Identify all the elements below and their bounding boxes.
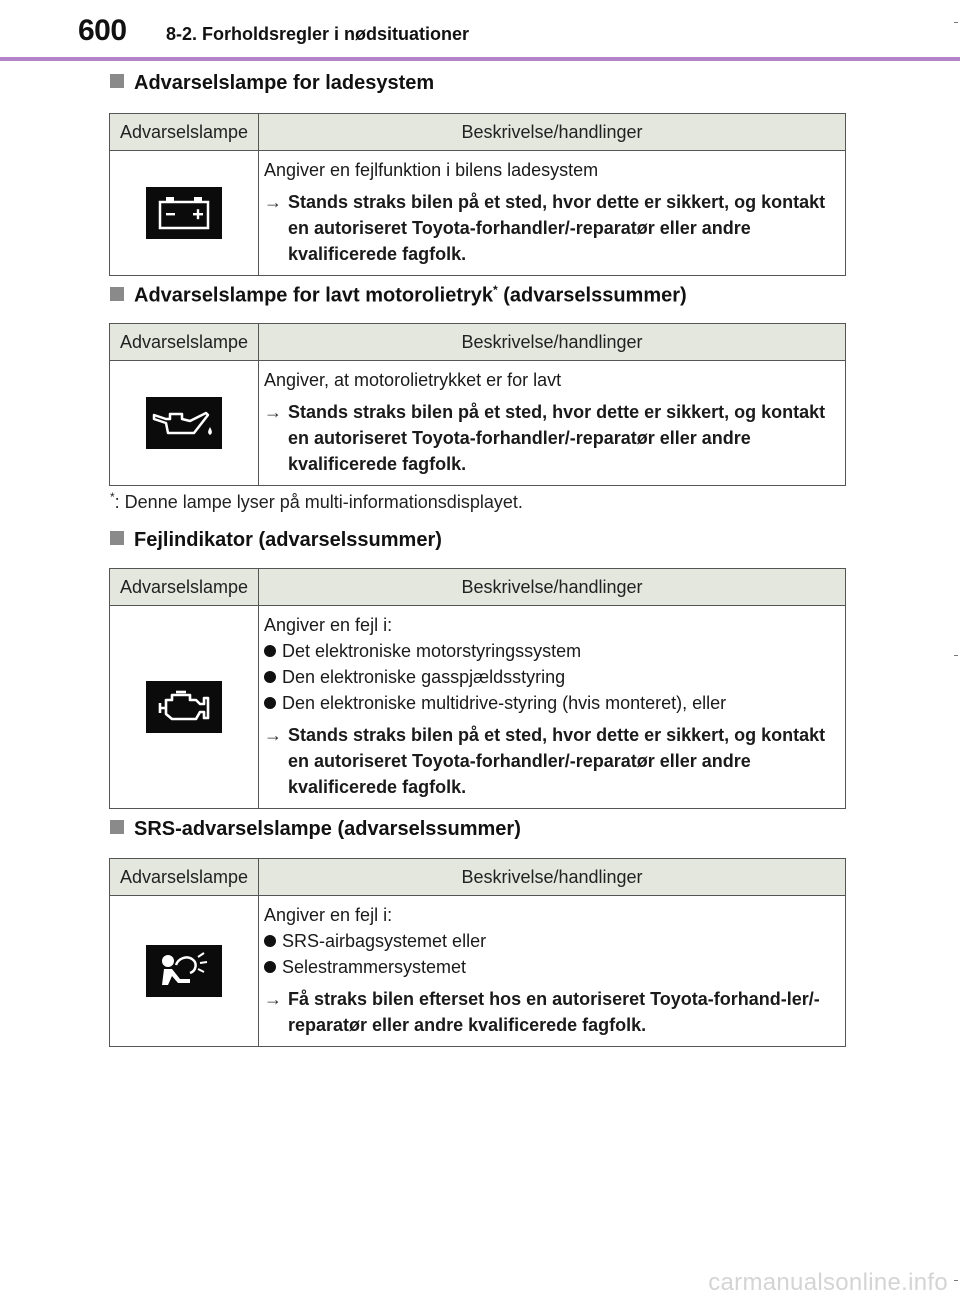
column-header-description: Beskrivelse/handlinger (259, 114, 846, 151)
list-item-text: Den elektroniske gasspjældsstyring (282, 667, 566, 687)
list-item-text: Den elektroniske multidrive-styring (hvis monteret), eller (282, 693, 727, 713)
arrow-icon: → (264, 402, 282, 422)
list-item (264, 664, 839, 690)
action-text-block (264, 399, 839, 477)
warning-table-srs (109, 858, 846, 1047)
action-text-block (264, 986, 839, 1038)
list-item-text: SRS-airbagsystemet eller (282, 931, 487, 951)
table-header-row (110, 859, 846, 896)
table-header-row (110, 114, 846, 151)
list-item (264, 954, 839, 980)
list-item-text: Det elektroniske motorstyringssystem (282, 641, 582, 661)
table-header-row (110, 569, 846, 606)
section-marker (110, 287, 124, 301)
section-marker (110, 531, 124, 545)
section-heading-oil-pressure (110, 283, 687, 308)
section-heading-malfunction (110, 529, 442, 552)
warning-table-oil-pressure (109, 323, 846, 486)
description-cell (259, 361, 846, 486)
section-title: Fejlindikator (advarselssummer) (134, 529, 442, 551)
section-marker (110, 74, 124, 88)
warning-table-charging (109, 113, 846, 276)
list-item (264, 690, 839, 716)
column-header-lamp: Advarselslampe (110, 859, 259, 896)
action-text: Stands straks bilen på et sted, hvor dette er sikkert, og kontakt en autoriseret Toyota-forhandler/-reparatør eller andre kvalificerede fagfolk. (288, 192, 826, 264)
footnote-mark: * (493, 283, 498, 297)
section-heading-charging (110, 72, 434, 95)
icon-cell (110, 151, 259, 276)
arrow-icon: → (264, 725, 282, 745)
action-text: Stands straks bilen på et sted, hvor dette er sikkert, og kontakt en autoriseret Toyota-forhandler/-reparatør eller andre kvalificerede fagfolk. (288, 725, 826, 797)
description-text: Angiver, at motorolietrykket er for lavt (264, 370, 562, 390)
list-item-text: Selestrammersystemet (282, 957, 467, 977)
description-cell (259, 606, 846, 809)
watermark: carmanualsonline.info (708, 1269, 948, 1296)
edge-tick (954, 22, 958, 23)
description-text: Angiver en fejlfunktion i bilens ladesystem (264, 160, 599, 180)
section-title-suffix: (advarselssummer) (497, 284, 687, 307)
srs-airbag-icon (146, 945, 222, 997)
section-title: Advarselslampe for lavt motorolietryk (134, 284, 494, 307)
section-heading-srs (110, 818, 521, 841)
bullet-icon (264, 935, 276, 947)
table-header-row (110, 324, 846, 361)
bullet-icon (264, 961, 276, 973)
chapter-title: 8-2. Forholdsregler i nødsituationer (166, 24, 470, 44)
edge-tick (954, 1280, 958, 1281)
table-row (110, 361, 846, 486)
header-rule (0, 57, 960, 61)
description-text: Angiver en fejl i: (264, 615, 393, 635)
description-cell (259, 151, 846, 276)
section-marker (110, 820, 124, 834)
list-item (264, 928, 839, 954)
action-text: Få straks bilen efterset hos en autoriseret Toyota-forhand-ler/-reparatør eller andre kvalificerede fagfolk. (288, 989, 820, 1035)
section-title: Advarselslampe for ladesystem (134, 72, 435, 94)
battery-warning-icon (146, 187, 222, 239)
section-title: SRS-advarselslampe (advarselssummer) (134, 818, 521, 840)
check-engine-icon (146, 681, 222, 733)
list-item (264, 638, 839, 664)
icon-cell (110, 606, 259, 809)
bullet-icon (264, 645, 276, 657)
arrow-icon: → (264, 192, 282, 212)
description-text: Angiver en fejl i: (264, 905, 393, 925)
edge-tick (954, 655, 958, 656)
column-header-description: Beskrivelse/handlinger (259, 569, 846, 606)
icon-cell (110, 896, 259, 1047)
footnote (110, 490, 523, 513)
bullet-icon (264, 697, 276, 709)
bullet-icon (264, 671, 276, 683)
footnote-text: : Denne lampe lyser på multi-informationsdisplayet. (114, 492, 523, 512)
table-row (110, 896, 846, 1047)
action-text: Stands straks bilen på et sted, hvor dette er sikkert, og kontakt en autoriseret Toyota-forhandler/-reparatør eller andre kvalificerede fagfolk. (288, 402, 826, 474)
arrow-icon: → (264, 989, 282, 1009)
column-header-lamp: Advarselslampe (110, 324, 259, 361)
column-header-description: Beskrivelse/handlinger (259, 324, 846, 361)
oil-pressure-icon (146, 397, 222, 449)
table-row (110, 151, 846, 276)
footnote-mark: * (110, 490, 115, 504)
column-header-lamp: Advarselslampe (110, 569, 259, 606)
action-text-block (264, 189, 839, 267)
page-header (0, 0, 960, 62)
table-row (110, 606, 846, 809)
column-header-lamp: Advarselslampe (110, 114, 259, 151)
description-cell (259, 896, 846, 1047)
icon-cell (110, 361, 259, 486)
warning-table-malfunction (109, 568, 846, 809)
column-header-description: Beskrivelse/handlinger (259, 859, 846, 896)
action-text-block (264, 722, 839, 800)
page-number: 600 (78, 14, 127, 47)
